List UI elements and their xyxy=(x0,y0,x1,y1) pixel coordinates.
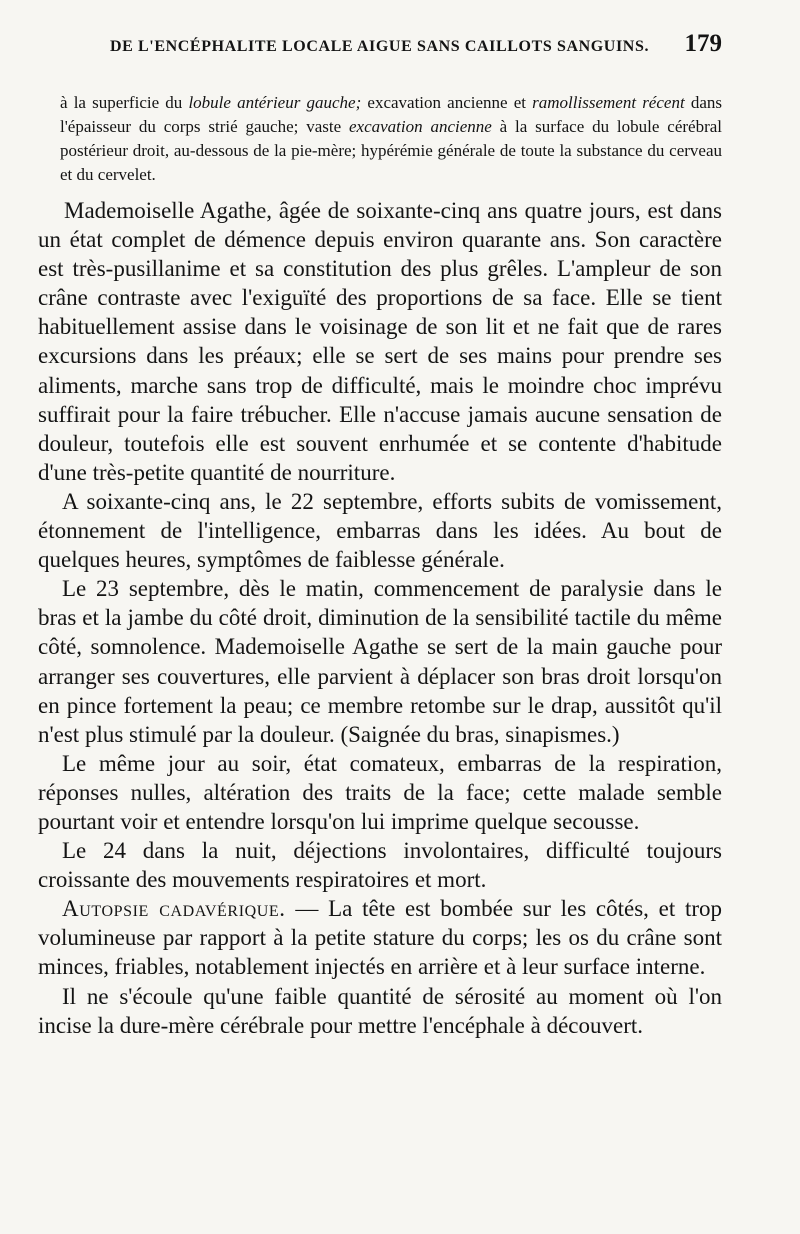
continued-text-4: à la surface du lobule cérébral postérieur droit, au-dessous de la pie-mère; hypérémie générale de toute la substance du cerveau et du cervelet. xyxy=(60,117,722,184)
running-head xyxy=(60,30,722,60)
running-head-title: DE L'ENCÉPHALITE LOCALE AIGUE SANS CAILLOTS SANGUINS. xyxy=(110,38,650,55)
autopsy-heading: Autopsie cadavérique. xyxy=(62,896,286,922)
paragraph-22-september: A soixante-cinq ans, le 22 septembre, efforts subits de vomissement, étonnement de l'intelligence, embarras dans les idées. Au bout de quelques heures, symptômes de faiblesse générale. xyxy=(38,488,722,573)
continued-text-1: à la superficie du xyxy=(60,93,189,112)
paragraph-case-history: Mademoiselle Agathe, âgée de soixante-cinq ans quatre jours, est dans un état complet de démence depuis environ quarante ans. Son caractère est très-pusillanime et sa constitution des plus grêles. L'ampleur de son crâne contraste avec l'exiguïté des proportions de sa face. Elle se tient habituellement assise dans le voisinage de son lit et ne fait que de rares excursions dans les préaux; elle se sert de ses mains pour prendre ses aliments, marche sans trop de difficulté, mais le moindre choc imprévu suffirait pour la faire trébucher. Elle n'accuse jamais aucune sensation de douleur, toutefois elle est souvent enrhumée et se contente d'habitude d'une très-petite quantité de nourriture. xyxy=(38,198,722,485)
main-text xyxy=(38,196,722,1040)
paragraph-evening: Le même jour au soir, état comateux, embarras de la respiration, réponses nulles, altération des traits de la face; cette malade semble pourtant voir et entendre lorsqu'on lui imprime quelque secousse. xyxy=(38,750,722,834)
page-number: 179 xyxy=(684,30,722,57)
autopsy-text: — La tête est bombée sur les côtés, et trop volumineuse par rapport à la petite stature du corps; les os du crâne sont minces, friables, notablement injectés en arrière et à leur surface interne. xyxy=(38,896,723,980)
paragraph-23-september: Le 23 septembre, dès le matin, commencement de paralysie dans le bras et la jambe du côté droit, diminution de la sensibilité tactile du même côté, somnolence. Mademoiselle Agathe se sert de la main gauche pour arranger ses couvertures, elle parvient à déplacer son bras droit lorsqu'on en pince fortement la peau; ce membre retombe sur le drap, aussitôt qu'il n'est plus stimulé par la douleur. (Saignée du bras, sinapismes.) xyxy=(38,576,722,747)
paragraph-serosity: Il ne s'écoule qu'une faible quantité de sérosité au moment où l'on incise la dure-mère cérébrale pour mettre l'encéphale à découvert. xyxy=(38,983,722,1038)
italic-phrase-2: ramollissement récent xyxy=(532,93,685,112)
continued-text-2: excavation ancienne et xyxy=(361,93,533,112)
continued-paragraph xyxy=(60,91,722,187)
italic-phrase-1: lobule antérieur gauche; xyxy=(188,93,362,112)
paragraph-24-night: Le 24 dans la nuit, déjections involontaires, difficulté toujours croissante des mouvements respiratoires et mort. xyxy=(38,838,722,893)
continued-text-3: dans l'épaisseur du corps strié gauche; vaste xyxy=(60,93,722,136)
paragraph-autopsy xyxy=(38,894,722,981)
italic-phrase-3: excavation ancienne xyxy=(348,117,492,136)
